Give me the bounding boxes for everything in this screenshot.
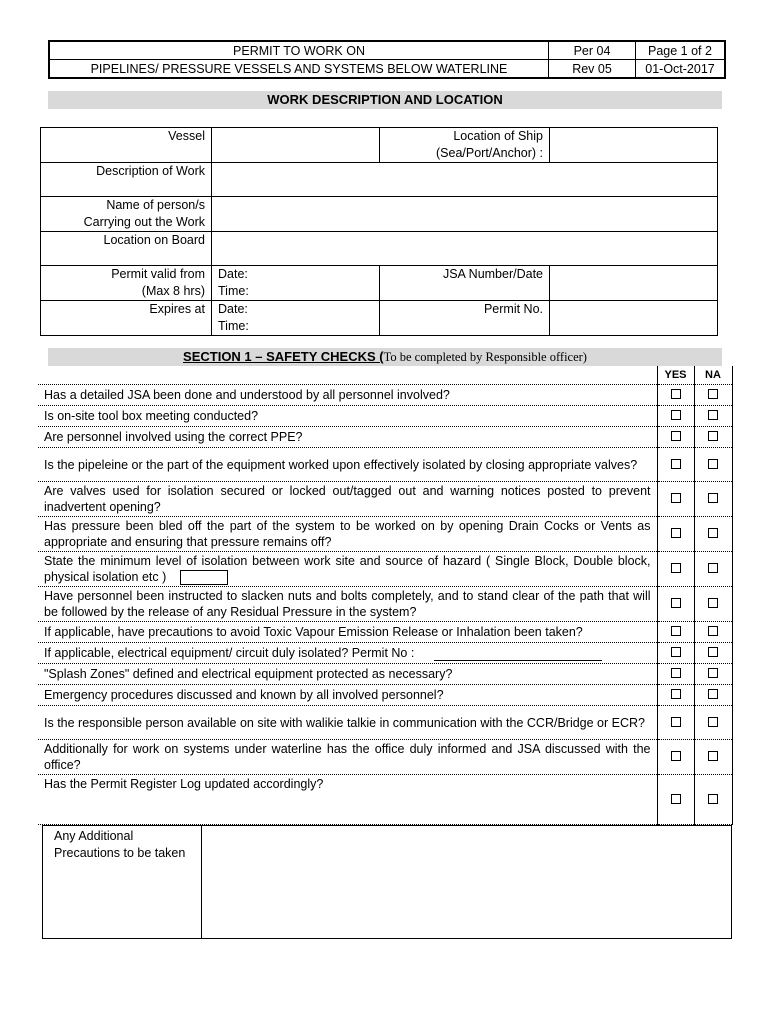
vessel-field[interactable] xyxy=(212,128,380,163)
na-checkbox-9[interactable] xyxy=(694,622,732,643)
doc-number: Per 04 xyxy=(549,42,636,60)
question-7-cell xyxy=(38,552,657,587)
question-10-cell xyxy=(38,643,657,664)
na-checkbox-11[interactable] xyxy=(694,664,732,685)
yes-checkbox-6[interactable] xyxy=(657,517,694,552)
safety-checks-table xyxy=(38,366,732,825)
question-9: If applicable, have precautions to avoid Toxic Vapour Emission Release or Inhalation been taken? xyxy=(38,622,657,643)
isolation-level-field[interactable] xyxy=(180,570,228,585)
question-2: Is on-site tool box meeting conducted? xyxy=(38,406,657,427)
question-13: Is the responsible person available on site with walikie talkie in communication with the CCR/Bridge or ECR? xyxy=(38,706,657,740)
yes-checkbox-3[interactable] xyxy=(657,427,694,448)
na-checkbox-10[interactable] xyxy=(694,643,732,664)
document-header xyxy=(48,40,726,79)
yes-checkbox-10[interactable] xyxy=(657,643,694,664)
electrical-permit-no-field[interactable] xyxy=(434,648,602,661)
yes-checkbox-2[interactable] xyxy=(657,406,694,427)
yes-checkbox-4[interactable] xyxy=(657,448,694,482)
expires-date-label: Date: xyxy=(218,302,248,316)
question-1: Has a detailed JSA been done and understood by all personnel involved? xyxy=(38,385,657,406)
yes-checkbox-1[interactable] xyxy=(657,385,694,406)
question-4: Is the pipeleine or the part of the equipment worked upon effectively isolated by closing appropriate valves? xyxy=(38,448,657,482)
jsa-number-label: JSA Number/Date xyxy=(380,266,550,301)
additional-precautions-line2: Precautions to be taken xyxy=(54,846,186,860)
question-8: Have personnel been instructed to slacken nuts and bolts completely, and to stand clear of the path that will be followed by the release of any Residual Pressure in the system? xyxy=(38,587,657,622)
valid-from-date-label: Date: xyxy=(218,267,248,281)
work-description-table xyxy=(40,127,718,336)
col-na-header: NA xyxy=(694,366,732,385)
location-on-board-field[interactable] xyxy=(212,232,718,266)
work-description-heading: WORK DESCRIPTION AND LOCATION xyxy=(48,91,722,109)
yes-checkbox-5[interactable] xyxy=(657,482,694,517)
yes-checkbox-9[interactable] xyxy=(657,622,694,643)
yes-checkbox-12[interactable] xyxy=(657,685,694,706)
col-yes-header: YES xyxy=(657,366,694,385)
section1-title: SECTION 1 – SAFETY CHECKS ( xyxy=(183,349,384,364)
location-of-ship-line1: Location of Ship xyxy=(453,129,543,143)
revision: Rev 05 xyxy=(549,60,636,78)
na-checkbox-13[interactable] xyxy=(694,706,732,740)
question-14: Additionally for work on systems under waterline has the office duly informed and JSA discussed with the office? xyxy=(38,740,657,775)
yes-checkbox-11[interactable] xyxy=(657,664,694,685)
question-12: Emergency procedures discussed and known by all involved personnel? xyxy=(38,685,657,706)
location-of-ship-field[interactable] xyxy=(550,128,718,163)
additional-precautions-box xyxy=(42,825,732,939)
question-10: If applicable, electrical equipment/ circuit duly isolated? Permit No : xyxy=(44,646,415,661)
expires-at-label: Expires at xyxy=(41,301,212,336)
na-checkbox-6[interactable] xyxy=(694,517,732,552)
permit-valid-from-line1: Permit valid from xyxy=(111,267,205,281)
na-checkbox-8[interactable] xyxy=(694,587,732,622)
yes-checkbox-8[interactable] xyxy=(657,587,694,622)
jsa-number-field[interactable] xyxy=(550,266,718,301)
location-of-ship-label xyxy=(380,128,550,163)
question-15: Has the Permit Register Log updated accordingly? xyxy=(38,775,657,825)
yes-checkbox-14[interactable] xyxy=(657,740,694,775)
na-checkbox-15[interactable] xyxy=(694,775,732,825)
permit-no-label: Permit No. xyxy=(380,301,550,336)
doc-date: 01-Oct-2017 xyxy=(636,60,725,78)
section1-subtitle: To be completed by Responsible officer) xyxy=(383,350,587,364)
yes-checkbox-15[interactable] xyxy=(657,775,694,825)
header-title-line1: PERMIT TO WORK ON xyxy=(50,42,549,60)
question-6: Has pressure been bled off the part of the system to be worked on by opening Drain Cocks or Vents as appropriate and ensuring that pressure remains off? xyxy=(38,517,657,552)
vessel-label: Vessel xyxy=(41,128,212,163)
additional-precautions-label xyxy=(43,826,202,938)
valid-from-time-label: Time: xyxy=(218,284,249,298)
question-7: State the minimum level of isolation between work site and source of hazard ( Single Block, Double block, physical isolation etc ) xyxy=(44,554,651,584)
additional-precautions-field[interactable] xyxy=(203,826,731,938)
na-checkbox-2[interactable] xyxy=(694,406,732,427)
question-5: Are valves used for isolation secured or locked out/tagged out and warning notices posted to prevent inadvertent opening? xyxy=(38,482,657,517)
name-of-persons-line1: Name of person/s xyxy=(106,198,205,212)
na-checkbox-12[interactable] xyxy=(694,685,732,706)
description-of-work-label: Description of Work xyxy=(41,163,212,197)
valid-from-datetime-field[interactable] xyxy=(212,266,380,301)
permit-no-field[interactable] xyxy=(550,301,718,336)
page-indicator: Page 1 of 2 xyxy=(636,42,725,60)
name-of-persons-field[interactable] xyxy=(212,197,718,232)
question-3: Are personnel involved using the correct PPE? xyxy=(38,427,657,448)
location-on-board-label: Location on Board xyxy=(41,232,212,266)
expires-time-label: Time: xyxy=(218,319,249,333)
na-checkbox-1[interactable] xyxy=(694,385,732,406)
expires-datetime-field[interactable] xyxy=(212,301,380,336)
permit-valid-from-label xyxy=(41,266,212,301)
location-of-ship-line2: (Sea/Port/Anchor) : xyxy=(436,146,543,160)
yes-checkbox-7[interactable] xyxy=(657,552,694,587)
question-11: "Splash Zones" defined and electrical equipment protected as necessary? xyxy=(38,664,657,685)
checks-header-spacer xyxy=(38,366,657,385)
section1-heading xyxy=(48,348,722,366)
header-title-line2: PIPELINES/ PRESSURE VESSELS AND SYSTEMS BELOW WATERLINE xyxy=(50,60,549,78)
na-checkbox-14[interactable] xyxy=(694,740,732,775)
yes-checkbox-13[interactable] xyxy=(657,706,694,740)
name-of-persons-line2: Carrying out the Work xyxy=(83,215,205,229)
additional-precautions-line1: Any Additional xyxy=(54,829,134,843)
permit-valid-from-line2: (Max 8 hrs) xyxy=(141,284,205,298)
na-checkbox-7[interactable] xyxy=(694,552,732,587)
description-of-work-field[interactable] xyxy=(212,163,718,197)
na-checkbox-4[interactable] xyxy=(694,448,732,482)
na-checkbox-3[interactable] xyxy=(694,427,732,448)
name-of-persons-label xyxy=(41,197,212,232)
na-checkbox-5[interactable] xyxy=(694,482,732,517)
